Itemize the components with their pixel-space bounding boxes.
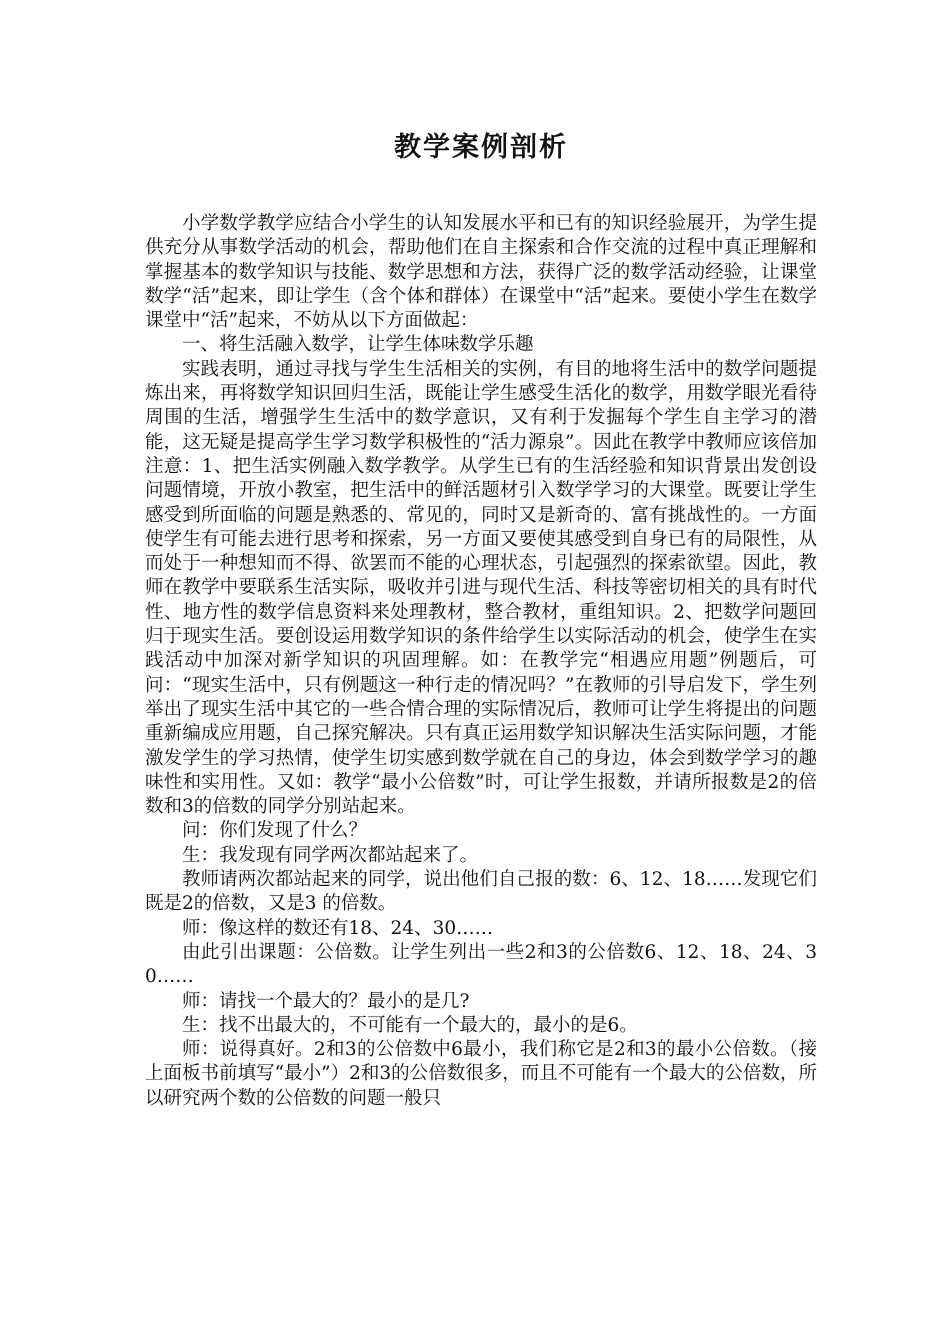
paragraph-teacher-asks: 教师请两次都站起来的同学，说出他们自己报的数：6、12、18……发现它们既是2的倍数，又是3 的倍数。 (145, 869, 817, 915)
section-heading-1: 一、将生活融入数学，让学生体味数学乐趣 (182, 334, 534, 356)
dialogue-question: 问：你们发现了什么？ (182, 820, 368, 842)
paragraph-intro: 小学数学教学应结合小学生的认知发展水平和已有的知识经验展开，为学生提供充分从事数学活动的机会，帮助他们在自主探索和合作交流的过程中真正理解和掌握基本的数学知识与技能、数学思想和方法，获得广泛的数学活动经验，让课堂数学“活”起来，即让学生（含个体和群体）在课堂中“活”起来。要使小学生在数学课堂中“活”起来，不妨从以下方面做起： (145, 213, 817, 332)
paragraph-topic: 由此引出课题：公倍数。让学生列出一些2和3的公倍数6、12、18、24、30…… (145, 941, 817, 988)
dialogue-student-2: 生：找不出最大的，不可能有一个最大的，最小的是6。 (182, 1014, 638, 1036)
dialogue-teacher-1: 师：像这样的数还有18、24、30…… (182, 917, 494, 939)
dialogue-student-1: 生：我发现有同学两次都站起来了。 (182, 844, 479, 866)
dialogue-teacher-3: 师：说得真好。2和3的公倍数中6最小，我们称它是2和3的最小公倍数。（接上面板书前填写“最小”）2和3的公倍数很多，而且不可能有一个最大的公倍数，所以研究两个数的公倍数的问题一般只 (145, 1039, 817, 1109)
document-title: 教学案例剖析 (394, 132, 568, 163)
document-page (145, 128, 817, 1111)
paragraph-practice: 实践表明，通过寻找与学生生活相关的实例，有目的地将生活中的数学问题提炼出来，再将数学知识回归生活，既能让学生感受生活化的数学，用数学眼光看待周围的生活，增强学生生活中的数学意识，又有利于发掘每个学生自主学习的潜能，这无疑是提高学生学习数学积极性的“活力源泉”。因此在教学中教师应该倍加注意：1、把生活实例融入数学教学。从学生已有的生活经验和知识背景出发创设问题情境，开放小教室，把生活中的鲜活题材引入数学学习的大课堂。既要让学生感受到所面临的问题是熟悉的、常见的，同时又是新奇的、富有挑战性的。一方面使学生有可能去进行思考和探索，另一方面又要使其感受到自身已有的局限性，从而处于一种想知而不得、欲罢而不能的心理状态，引起强烈的探索欲望。因此，教师在教学中要联系生活实际，吸收并引进与现代生活、科技等密切相关的具有时代性、地方性的数学信息资料来处理教材，整合教材，重组知识。2、把数学问题回归于现实生活。要创设运用数学知识的条件给学生以实际活动的机会，使学生在实践活动中加深对新学知识的巩固理解。如：在教学完“相遇应用题”例题后，可问：“现实生活中，只有例题这一种行走的情况吗？”在教师的引导启发下，学生列举出了现实生活中其它的一些合情合理的实际情况后，教师可让学生将提出的问题重新编成应用题，自己探究解决。只有真正运用数学知识解决生活实际问题，才能激发学生的学习热情，使学生切实感到数学就在自己的身边，体会到数学学习的趣味性和实用性。又如：教学“最小公倍数”时，可让学生报数，并请所报数是2的倍数和3的倍数的同学分别站起来。 (145, 358, 817, 818)
dialogue-teacher-2: 师：请找一个最大的？最小的是几? (182, 990, 470, 1012)
